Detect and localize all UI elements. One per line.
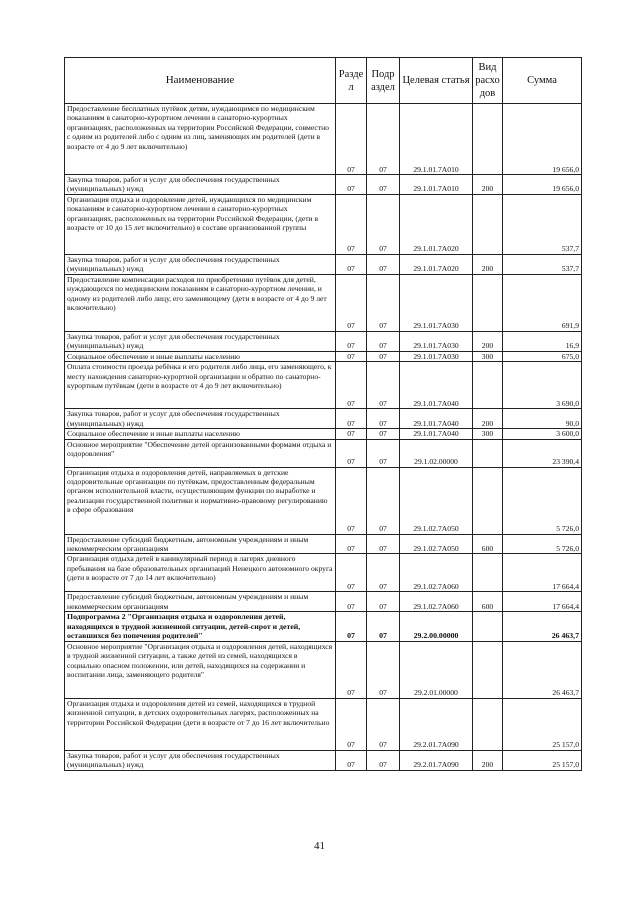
page-number: 41 bbox=[314, 840, 325, 852]
table-row bbox=[65, 104, 582, 175]
row-target: 29.1.01.7А040 bbox=[400, 429, 473, 439]
row-amount: 537,7 bbox=[503, 194, 582, 254]
table-row bbox=[65, 750, 582, 770]
row-section: 07 bbox=[336, 750, 367, 770]
row-amount: 3 600,0 bbox=[503, 429, 582, 439]
row-target: 29.1.01.7А010 bbox=[400, 104, 473, 175]
row-subsection: 07 bbox=[367, 592, 400, 612]
row-expense-type: 200 bbox=[473, 175, 503, 195]
row-expense-type bbox=[473, 362, 503, 409]
header-expense-type: Вид расхо дов bbox=[473, 58, 503, 104]
row-target: 29.1.01.7А040 bbox=[400, 409, 473, 429]
budget-sheet bbox=[64, 57, 581, 771]
row-section: 07 bbox=[336, 331, 367, 351]
row-name: Предоставление бесплатных путёвок детям, нуждающимся по медицинским показаниям в санаторно-курортном лечении в санаторно-курортных организациях, расположенных на территории Российской Федерации, совместно с одним из родителей либо с одним из лиц, заменяющих им родителей (дети в возрасте от 4 до 9 лет включительно) bbox=[65, 104, 336, 175]
row-expense-type: 200 bbox=[473, 254, 503, 274]
header-subsection: Подр аздел bbox=[367, 58, 400, 104]
row-name: Социальное обеспечение и иные выплаты населению bbox=[65, 429, 336, 439]
table-row bbox=[65, 194, 582, 254]
row-expense-type bbox=[473, 194, 503, 254]
row-amount: 16,9 bbox=[503, 331, 582, 351]
table-row bbox=[65, 331, 582, 351]
row-section: 07 bbox=[336, 554, 367, 592]
row-name: Основное мероприятие "Организация отдыха и оздоровления детей, находящихся в трудной жизненной ситуации, а также детей из семей, находящихся в социально опасном положении, или детей, находящихся на содержании и воспитании лица, заменяющего родителя" bbox=[65, 641, 336, 698]
row-section: 07 bbox=[336, 351, 367, 361]
row-amount: 19 656,0 bbox=[503, 104, 582, 175]
row-section: 07 bbox=[336, 194, 367, 254]
table-row bbox=[65, 254, 582, 274]
row-expense-type: 200 bbox=[473, 750, 503, 770]
header-name: Наименование bbox=[65, 58, 336, 104]
row-target: 29.1.02.7А050 bbox=[400, 534, 473, 554]
row-target: 29.1.02.7А060 bbox=[400, 554, 473, 592]
row-target: 29.1.02.00000 bbox=[400, 439, 473, 467]
row-amount: 675,0 bbox=[503, 351, 582, 361]
header-amount: Сумма bbox=[503, 58, 582, 104]
row-target: 29.2.00.00000 bbox=[400, 612, 473, 641]
row-section: 07 bbox=[336, 467, 367, 534]
row-expense-type: 600 bbox=[473, 592, 503, 612]
row-section: 07 bbox=[336, 409, 367, 429]
row-subsection: 07 bbox=[367, 641, 400, 698]
table-row bbox=[65, 641, 582, 698]
row-subsection: 07 bbox=[367, 429, 400, 439]
row-expense-type bbox=[473, 554, 503, 592]
row-name: Предоставление субсидий бюджетным, автономным учреждениям и иным некоммерческим организациям bbox=[65, 534, 336, 554]
row-target: 29.1.01.7А030 bbox=[400, 274, 473, 331]
row-name: Социальное обеспечение и иные выплаты населению bbox=[65, 351, 336, 361]
row-amount: 17 664,4 bbox=[503, 592, 582, 612]
header-target: Целевая статья bbox=[400, 58, 473, 104]
row-name: Организация отдыха и оздоровления детей, направляемых в детские оздоровительные организации по путёвкам, предоставленным федеральным органом исполнительной власти, осуществляющим функции по выработке и реализации государственной политики и нормативно-правовому регулированию в сфере образования bbox=[65, 467, 336, 534]
row-subsection: 07 bbox=[367, 439, 400, 467]
row-amount: 17 664,4 bbox=[503, 554, 582, 592]
table-row bbox=[65, 698, 582, 750]
row-subsection: 07 bbox=[367, 554, 400, 592]
row-amount: 23 390,4 bbox=[503, 439, 582, 467]
header-section: Разде л bbox=[336, 58, 367, 104]
row-name: Предоставление компенсации расходов по приобретению путёвок для детей, нуждающихся по медицинским показаниям в санаторно-курортном лечении, и одному из родителей либо лицу, его заменяющему (дети в возрасте от 4 до 9 лет включительно) bbox=[65, 274, 336, 331]
row-target: 29.2.01.7А090 bbox=[400, 750, 473, 770]
row-name: Закупка товаров, работ и услуг для обеспечения государственных (муниципальных) нужд bbox=[65, 254, 336, 274]
row-section: 07 bbox=[336, 175, 367, 195]
row-subsection: 07 bbox=[367, 274, 400, 331]
row-subsection: 07 bbox=[367, 750, 400, 770]
row-target: 29.1.02.7А060 bbox=[400, 592, 473, 612]
table-row bbox=[65, 534, 582, 554]
row-amount: 19 656,0 bbox=[503, 175, 582, 195]
row-expense-type: 200 bbox=[473, 331, 503, 351]
row-name: Закупка товаров, работ и услуг для обеспечения государственных (муниципальных) нужд bbox=[65, 750, 336, 770]
table-row bbox=[65, 409, 582, 429]
row-amount: 5 726,0 bbox=[503, 467, 582, 534]
row-subsection: 07 bbox=[367, 351, 400, 361]
row-name: Организация отдыха и оздоровление детей, нуждающихся по медицинским показаниям в санаторно-курортном лечении в санаторно-курортных организациях, расположенных на территории Российской Федерации, (дети в возрасте от 10 до 15 лет включительно) в составе организованной группы bbox=[65, 194, 336, 254]
row-amount: 691,9 bbox=[503, 274, 582, 331]
row-subsection: 07 bbox=[367, 194, 400, 254]
row-name: Оплата стоимости проезда ребёнка и его родителя либо лица, его заменяющего, к месту нахождения санаторно-курортной организации и обратно по санаторно-курортным путёвкам (дети в возрасте от 4 до 9 лет включительно) bbox=[65, 362, 336, 409]
row-target: 29.1.01.7А040 bbox=[400, 362, 473, 409]
table-row bbox=[65, 592, 582, 612]
row-target: 29.1.01.7А020 bbox=[400, 254, 473, 274]
row-target: 29.2.01.00000 bbox=[400, 641, 473, 698]
row-expense-type: 600 bbox=[473, 534, 503, 554]
row-expense-type bbox=[473, 467, 503, 534]
row-name: Организация отдыха детей в каникулярный период в лагерях дневного пребывания на базе образовательных организаций Ненецкого автономного округа (дети в возрасте от 7 до 14 лет включительно) bbox=[65, 554, 336, 592]
row-expense-type bbox=[473, 104, 503, 175]
table-row bbox=[65, 175, 582, 195]
budget-table bbox=[64, 57, 582, 771]
row-section: 07 bbox=[336, 612, 367, 641]
row-section: 07 bbox=[336, 592, 367, 612]
row-target: 29.1.01.7А030 bbox=[400, 351, 473, 361]
row-name: Подпрограмма 2 "Организация отдыха и оздоровления детей, находящихся в трудной жизненной ситуации, детей-сирот и детей, оставшихся без попечения родителей" bbox=[65, 612, 336, 641]
row-name: Закупка товаров, работ и услуг для обеспечения государственных (муниципальных) нужд bbox=[65, 175, 336, 195]
row-target: 29.1.01.7А010 bbox=[400, 175, 473, 195]
row-subsection: 07 bbox=[367, 362, 400, 409]
table-row bbox=[65, 351, 582, 361]
row-section: 07 bbox=[336, 429, 367, 439]
row-amount: 3 690,0 bbox=[503, 362, 582, 409]
table-row bbox=[65, 274, 582, 331]
row-name: Закупка товаров, работ и услуг для обеспечения государственных (муниципальных) нужд bbox=[65, 409, 336, 429]
table-body bbox=[65, 104, 582, 771]
row-section: 07 bbox=[336, 362, 367, 409]
row-subsection: 07 bbox=[367, 534, 400, 554]
row-expense-type bbox=[473, 698, 503, 750]
row-expense-type: 200 bbox=[473, 409, 503, 429]
table-row bbox=[65, 612, 582, 641]
row-subsection: 07 bbox=[367, 254, 400, 274]
row-section: 07 bbox=[336, 254, 367, 274]
row-expense-type bbox=[473, 274, 503, 331]
row-section: 07 bbox=[336, 698, 367, 750]
row-amount: 90,0 bbox=[503, 409, 582, 429]
row-name: Закупка товаров, работ и услуг для обеспечения государственных (муниципальных) нужд bbox=[65, 331, 336, 351]
row-subsection: 07 bbox=[367, 467, 400, 534]
row-target: 29.1.01.7А030 bbox=[400, 331, 473, 351]
row-section: 07 bbox=[336, 534, 367, 554]
row-subsection: 07 bbox=[367, 612, 400, 641]
table-row bbox=[65, 554, 582, 592]
row-expense-type bbox=[473, 641, 503, 698]
row-expense-type bbox=[473, 612, 503, 641]
row-subsection: 07 bbox=[367, 104, 400, 175]
table-row bbox=[65, 467, 582, 534]
row-target: 29.1.02.7А050 bbox=[400, 467, 473, 534]
row-expense-type bbox=[473, 439, 503, 467]
row-subsection: 07 bbox=[367, 331, 400, 351]
row-expense-type: 300 bbox=[473, 429, 503, 439]
row-section: 07 bbox=[336, 641, 367, 698]
row-amount: 25 157,0 bbox=[503, 698, 582, 750]
table-row bbox=[65, 362, 582, 409]
row-target: 29.2.01.7А090 bbox=[400, 698, 473, 750]
row-name: Основное мероприятие "Обеспечение детей организованными формами отдыха и оздоровления" bbox=[65, 439, 336, 467]
row-section: 07 bbox=[336, 274, 367, 331]
row-amount: 26 463,7 bbox=[503, 612, 582, 641]
row-amount: 26 463,7 bbox=[503, 641, 582, 698]
table-header-row bbox=[65, 58, 582, 104]
row-amount: 537,7 bbox=[503, 254, 582, 274]
row-amount: 5 726,0 bbox=[503, 534, 582, 554]
row-name: Предоставление субсидий бюджетным, автономным учреждениям и иным некоммерческим организациям bbox=[65, 592, 336, 612]
row-name: Организация отдыха и оздоровления детей из семей, находящихся в трудной жизненной ситуации, в детских оздоровительных лагерях, расположенных на территории Российской Федерации (дети в возрасте от 7 до 16 лет включительно bbox=[65, 698, 336, 750]
row-amount: 25 157,0 bbox=[503, 750, 582, 770]
row-subsection: 07 bbox=[367, 698, 400, 750]
table-row bbox=[65, 439, 582, 467]
row-section: 07 bbox=[336, 104, 367, 175]
row-target: 29.1.01.7А020 bbox=[400, 194, 473, 254]
table-row bbox=[65, 429, 582, 439]
row-section: 07 bbox=[336, 439, 367, 467]
row-expense-type: 300 bbox=[473, 351, 503, 361]
row-subsection: 07 bbox=[367, 409, 400, 429]
row-subsection: 07 bbox=[367, 175, 400, 195]
